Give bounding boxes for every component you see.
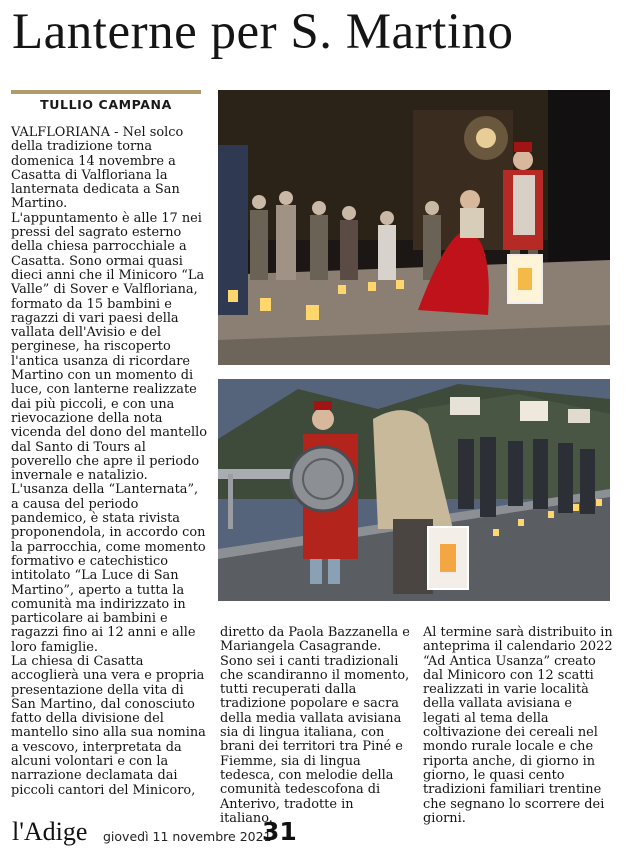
issue-date: giovedì 11 novembre 2021 — [103, 829, 272, 844]
procession-scene-illustration — [218, 379, 610, 601]
article-column-2 — [220, 626, 410, 826]
article-column-3 — [423, 626, 613, 826]
paragraph: L'usanza della “Lanternata”, a causa del periodo pandemico, è stata rivista proponendola, in accordo con la parrocchia, come momento formativo e catechistico intitolato “La Luce di San Martino”, aperto a tutta la comunità ma indirizzato in particolare ai bambini e ragazzi fino ai 12 anni e alle loro famiglie. — [11, 482, 206, 655]
newspaper-logo: l'Adige — [12, 817, 88, 846]
paragraph: diretto da Paola Bazzanella e Mariangela Casagrande. Sono sei i canti tradizionali che scandiranno il momento, tutti recuperati dalla tradizione popolare e sacra della media vallata avisiana sia di lingua italiana, con brani dei territori tra Piné e Fiemme, sia di lingua tedesca, con melodie della comunità tedescofona di Anterivo, tradotte in italiano. — [220, 625, 410, 826]
paragraph: Al termine sarà distribuito in anteprima il calendario 2022 “Ad Antica Usanza” creato dal Minicoro con 12 scatti realizzati in varie località della vallata avisiana e legati al tema della coltivazione dei cereali nel mondo rurale locale e che riporta anche, di giorno in giorno, le quasi cento tradizioni familiari trentine che segnano lo scorrere dei giorni. — [423, 625, 613, 826]
stage-scene-illustration — [218, 90, 610, 365]
photo-outdoor-procession — [218, 379, 610, 601]
paragraph: VALFLORIANA - Nel solco della tradizione torna domenica 14 novembre a Casatta di Valfloriana la lanternata dedicata a San Martino. — [11, 125, 184, 212]
byline-rule — [11, 90, 201, 94]
headline: Lanterne per S. Martino — [12, 4, 514, 60]
author-byline: TULLIO CAMPANA — [40, 97, 172, 112]
photo-stage-performance — [218, 90, 610, 365]
page-number: 31 — [262, 817, 297, 846]
paragraph: La chiesa di Casatta accoglierà una vera e propria presentazione della vita di San Martino, dal conosciuto fatto della divisione del mantello sino alla sua nomina a vescovo, interpretata da alcuni volontari e con la narrazione declamata dai piccoli cantori del Minicoro, — [11, 653, 206, 798]
paragraph: L'appuntamento è alle 17 nei pressi del sagrato esterno della chiesa parrocchiale a Casatta. Sono ormai quasi dieci anni che il Minicoro “La Valle” di Sover e Valfloriana, formato da 15 bambini e ragazzi di vari paesi della vallata dell'Avisio e del perginese, ha riscoperto l'antica usanza di ricordare Martino con un momento di luce, con lanterne realizzate dai più piccoli, e con una rievocazione della nota vicenda del dono del mantello dal Santo di Tours al poverello che apre il periodo invernale e natalizio. — [11, 210, 207, 484]
article-column-1 — [11, 126, 207, 798]
